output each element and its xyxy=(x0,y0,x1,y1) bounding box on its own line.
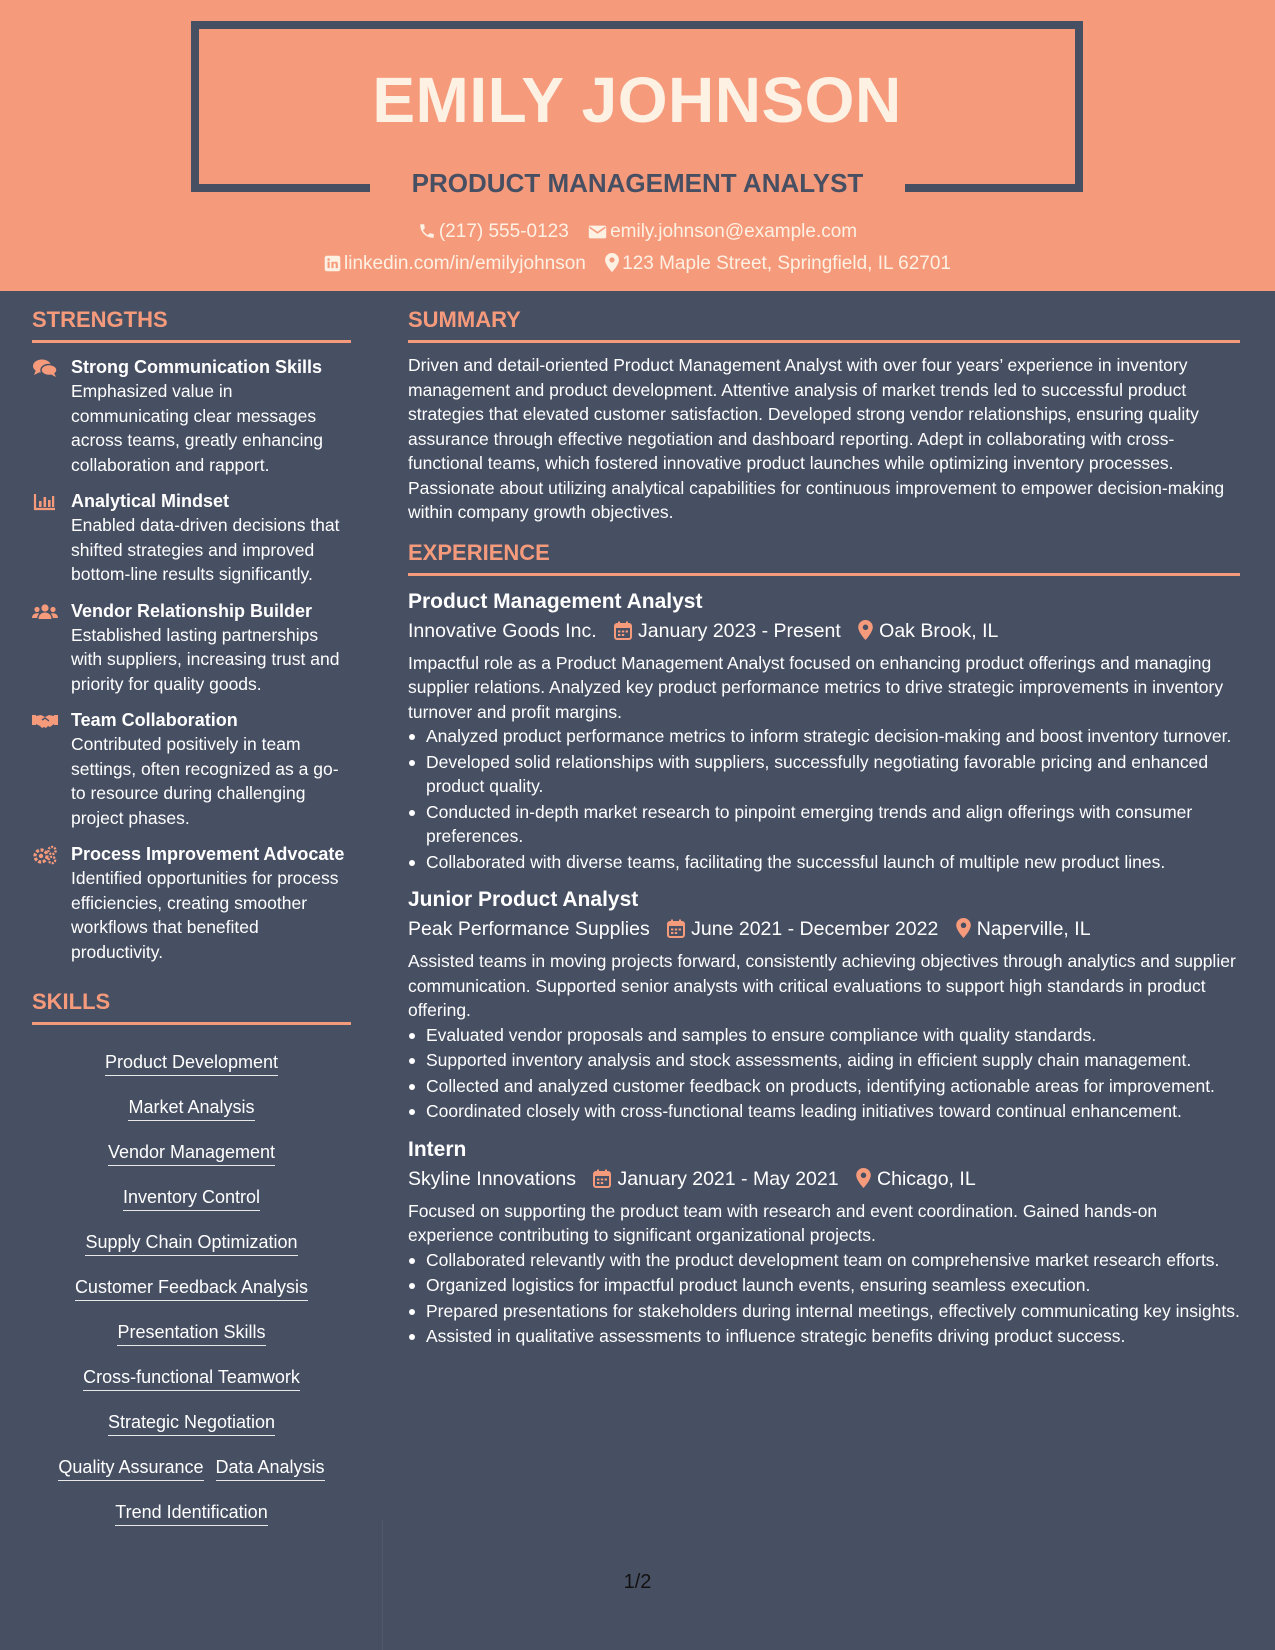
job-dates-text: January 2021 - May 2021 xyxy=(617,1167,839,1190)
bullet-item: Coordinated closely with cross-functional teams leading initiatives toward continual enhancement. xyxy=(408,1099,1240,1124)
email-text: emily.johnson@example.com xyxy=(610,221,858,242)
job-dates xyxy=(593,1164,838,1194)
page-number: 1/2 xyxy=(623,1571,652,1593)
bullet-item: Organized logistics for impactful product launch events, ensuring seamless execution. xyxy=(408,1273,1240,1298)
calendar-icon xyxy=(614,621,632,640)
job-company: Peak Performance Supplies xyxy=(408,918,650,940)
contact-address xyxy=(605,252,951,276)
phone-text: (217) 555-0123 xyxy=(438,221,569,242)
strength-title: Team Collaboration xyxy=(71,710,238,730)
skill-tag: Trend Identification xyxy=(115,1500,267,1526)
skill-tag: Data Analysis xyxy=(216,1455,325,1481)
calendar-icon xyxy=(593,1169,611,1188)
left-column xyxy=(32,305,351,1536)
contact-row-1 xyxy=(0,220,1275,244)
strength-desc: Established lasting partnerships with suppliers, increasing trust and priority for quality goods. xyxy=(71,624,340,694)
job-bullets xyxy=(408,724,1240,874)
bullet-item: Conducted in-depth market research to pinpoint emerging trends and align offerings with consumer preferences. xyxy=(408,800,1240,849)
job-location-text: Naperville, IL xyxy=(976,918,1091,940)
strength-item xyxy=(32,842,351,964)
skill-tag: Product Development xyxy=(105,1050,278,1076)
strength-desc: Contributed positively in team settings, often recognized as a go-to resource during challenging project phases. xyxy=(71,734,339,828)
calendar-icon xyxy=(667,919,685,938)
job-location-text: Oak Brook, IL xyxy=(879,619,999,642)
strength-item xyxy=(32,708,351,830)
bullet-item: Collaborated with diverse teams, facilitating the successful launch of multiple new product lines. xyxy=(408,850,1240,875)
bullet-item: Collaborated relevantly with the product development team on comprehensive market research efforts. xyxy=(408,1248,1240,1273)
phone-icon xyxy=(418,222,436,240)
skills-list xyxy=(32,1037,351,1536)
map-pin-icon xyxy=(858,620,873,640)
job-dates xyxy=(667,914,938,944)
job-location xyxy=(856,1164,976,1194)
gears-icon xyxy=(32,845,58,865)
bullet-item: Supported inventory analysis and stock assessments, aiding in efficient supply chain management. xyxy=(408,1048,1240,1073)
contact-row-2 xyxy=(0,252,1275,276)
users-icon xyxy=(32,602,58,622)
skill-tag: Presentation Skills xyxy=(117,1320,265,1346)
skill-tag: Quality Assurance xyxy=(58,1455,203,1481)
candidate-role: PRODUCT MANAGEMENT ANALYST xyxy=(411,168,864,198)
job-bullets xyxy=(408,1248,1240,1349)
job-company: Innovative Goods Inc. xyxy=(408,619,597,642)
bullet-item: Assisted in qualitative assessments to influence strategic benefits driving product success. xyxy=(408,1324,1240,1349)
job-location xyxy=(956,914,1091,944)
resume-header xyxy=(0,0,1275,291)
job-description: Focused on supporting the product team with research and event coordination. Gained hands-on experience contributing to significant organizational projects. xyxy=(408,1200,1158,1245)
map-pin-icon xyxy=(856,1168,871,1188)
strengths-heading: STRENGTHS xyxy=(32,305,351,343)
handshake-icon xyxy=(32,711,58,731)
job-dates xyxy=(614,616,841,646)
strength-title: Process Improvement Advocate xyxy=(71,844,345,864)
bullet-item: Analyzed product performance metrics to inform strategic decision-making and boost inventory turnover. xyxy=(408,724,1240,749)
contact-email[interactable] xyxy=(588,220,857,244)
experience-heading: EXPERIENCE xyxy=(408,538,1240,576)
job-location-text: Chicago, IL xyxy=(877,1167,976,1190)
strength-desc: Enabled data-driven decisions that shifted strategies and improved bottom-line results significantly. xyxy=(71,515,340,584)
bar-chart-icon xyxy=(32,492,58,512)
envelope-icon xyxy=(588,224,607,240)
map-pin-icon xyxy=(605,253,619,272)
bullet-item: Evaluated vendor proposals and samples to ensure compliance with quality standards. xyxy=(408,1023,1240,1048)
summary-text: Driven and detail-oriented Product Management Analyst with over four years’ experience in inventory management and product development. Attentive analysis of market trends led to successful product strategies that elevated customer satisfaction. Developed strong vendor relationships, ensuring quality assurance through effective negotiation and dashboard reporting. Adept in collaborating with cross-functional teams, which fostered innovative product launches while optimizing inventory processes. Passionate about utilizing analytical capabilities for continuous improvement to empower decision-making within company growth objectives. xyxy=(408,355,1225,522)
strength-item xyxy=(32,489,351,587)
job-entry xyxy=(408,1136,1240,1349)
skill-tag: Strategic Negotiation xyxy=(108,1410,275,1436)
skill-tag: Supply Chain Optimization xyxy=(85,1230,297,1256)
job-meta xyxy=(408,616,1240,646)
linkedin-text: linkedin.com/in/emilyjohnson xyxy=(344,253,586,274)
job-title: Junior Product Analyst xyxy=(408,888,639,911)
linkedin-icon xyxy=(324,255,341,272)
job-dates-text: January 2023 - Present xyxy=(638,619,841,642)
skill-tag: Vendor Management xyxy=(108,1140,275,1166)
comments-icon xyxy=(32,358,58,378)
skill-tag: Cross-functional Teamwork xyxy=(83,1365,300,1391)
bullet-item: Prepared presentations for stakeholders during internal meetings, effectively communicating key insights. xyxy=(408,1299,1240,1324)
job-meta xyxy=(408,914,1240,944)
skill-tag: Inventory Control xyxy=(123,1185,260,1211)
map-pin-icon xyxy=(956,918,971,938)
job-dates-text: June 2021 - December 2022 xyxy=(691,918,939,940)
job-location xyxy=(858,616,998,646)
job-description: Assisted teams in moving projects forward, consistently achieving objectives through analytics and supplier communication. Supported senior analysts with critical evaluations to support high standards in product offering. xyxy=(408,951,1236,1020)
job-entry xyxy=(408,588,1240,875)
candidate-name: EMILY JOHNSON xyxy=(372,64,902,136)
job-meta xyxy=(408,1164,1240,1194)
job-title: Intern xyxy=(408,1137,467,1161)
strength-title: Strong Communication Skills xyxy=(71,357,323,377)
right-column xyxy=(408,305,1240,1361)
address-text: 123 Maple Street, Springfield, IL 62701 xyxy=(622,253,951,274)
skills-heading: SKILLS xyxy=(32,987,351,1025)
strength-desc: Identified opportunities for process efficiencies, creating smoother workflows that benefited productivity. xyxy=(71,868,339,962)
job-description: Impactful role as a Product Management Analyst focused on enhancing product offerings and managing supplier relations. Analyzed key product performance metrics to drive strategic improvements in inventory turnover and profit margins. xyxy=(408,652,1224,722)
skill-tag: Customer Feedback Analysis xyxy=(75,1275,308,1301)
strength-desc: Emphasized value in communicating clear messages across teams, greatly enhancing collaboration and rapport. xyxy=(71,381,323,475)
summary-heading: SUMMARY xyxy=(408,305,1240,343)
job-company: Skyline Innovations xyxy=(408,1167,577,1190)
strength-title: Analytical Mindset xyxy=(71,491,230,511)
contact-phone[interactable] xyxy=(418,220,569,244)
job-entry xyxy=(408,886,1240,1124)
strength-item xyxy=(32,355,351,477)
bullet-item: Developed solid relationships with suppliers, successfully negotiating favorable pricing and enhanced product quality. xyxy=(408,750,1240,799)
strength-item xyxy=(32,599,351,697)
bullet-item: Collected and analyzed customer feedback on products, identifying actionable areas for improvement. xyxy=(408,1074,1240,1099)
strength-title: Vendor Relationship Builder xyxy=(71,600,313,621)
job-bullets xyxy=(408,1023,1240,1124)
job-title: Product Management Analyst xyxy=(408,589,703,613)
skill-tag: Market Analysis xyxy=(128,1095,254,1121)
contact-linkedin[interactable] xyxy=(324,252,586,276)
